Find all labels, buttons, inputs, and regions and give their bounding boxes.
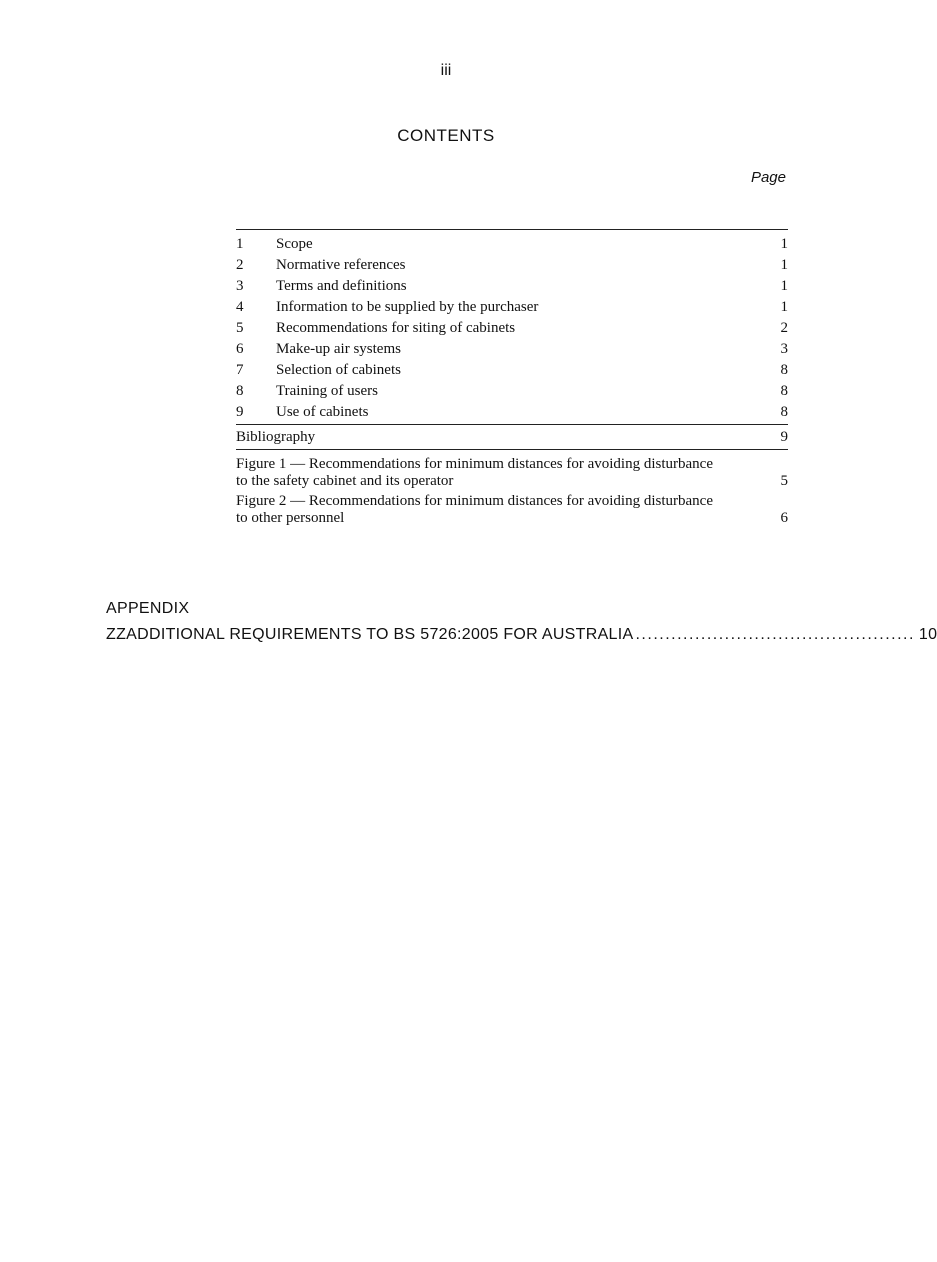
toc-figure-list [236,450,788,527]
toc-entry-6[interactable] [236,339,788,360]
toc-entry-title: Recommendations for siting of cabinets [276,320,516,336]
toc-entry-number: 1 [236,236,244,252]
dot-leader: ............................................... [635,626,915,643]
toc-entry-number: 2 [236,257,244,273]
contents-title: CONTENTS [397,126,495,145]
toc-figure-1[interactable] [236,456,788,490]
toc-figure-2[interactable] [236,493,788,527]
toc-entry-page: 8 [780,404,788,420]
appendix-page: 10 [918,626,937,643]
toc-entry-3[interactable] [236,276,788,297]
toc-entry-9[interactable] [236,402,788,423]
toc-entry-title: Make-up air systems [276,341,401,357]
toc-entry-page: 3 [780,341,788,357]
toc-entry-4[interactable] [236,297,788,318]
toc-entry-title: Scope [276,236,313,252]
toc-entry-number: 7 [236,362,244,378]
toc-entry-page: 9 [780,429,788,445]
toc-entry-title: Information to be supplied by the purchaser [276,299,539,315]
toc-entry-page: 1 [780,257,788,273]
page-column-label: Page [750,169,786,186]
table-of-contents [236,229,788,530]
toc-entry-title: Use of cabinets [276,404,369,420]
toc-entry-page: 1 [780,236,788,252]
appendix-entry-zz[interactable] [106,626,937,644]
toc-entry-bibliography[interactable] [236,424,788,450]
toc-entry-page: 8 [780,362,788,378]
toc-entry-title: Normative references [276,257,406,273]
toc-entry-5[interactable] [236,318,788,339]
toc-entry-page: 8 [780,383,788,399]
figure-title-line-2: to other personnel [236,510,345,526]
toc-clause-list [236,230,788,423]
figure-title-line-1: Figure 1 — Recommendations for minimum distances for avoiding disturbance [236,456,713,472]
appendix-heading: APPENDIX [106,600,190,617]
figure-title-line-1: Figure 2 — Recommendations for minimum distances for avoiding disturbance [236,493,713,509]
toc-entry-number: 8 [236,383,244,399]
toc-entry-page: 2 [780,320,788,336]
toc-entry-2[interactable] [236,255,788,276]
toc-entry-1[interactable] [236,234,788,255]
toc-entry-number: 9 [236,404,244,420]
figure-title-line-2: to the safety cabinet and its operator [236,473,454,489]
toc-entry-number: 3 [236,278,244,294]
toc-entry-number: 6 [236,341,244,357]
toc-entry-7[interactable] [236,360,788,381]
toc-entry-page: 1 [780,299,788,315]
appendix-title: ADDITIONAL REQUIREMENTS TO BS 5726:2005 FOR AUSTRALIA [126,626,634,643]
appendix-code: ZZ [106,626,127,643]
toc-entry-title: Bibliography [236,429,316,445]
toc-entry-page: 1 [780,278,788,294]
figure-page: 5 [780,473,788,489]
toc-entry-title: Terms and definitions [276,278,407,294]
toc-entry-title: Selection of cabinets [276,362,401,378]
page-number: iii [440,62,452,79]
toc-entry-8[interactable] [236,381,788,402]
toc-entry-title: Training of users [276,383,378,399]
figure-page: 6 [780,510,788,526]
toc-entry-number: 5 [236,320,244,336]
toc-entry-number: 4 [236,299,244,315]
